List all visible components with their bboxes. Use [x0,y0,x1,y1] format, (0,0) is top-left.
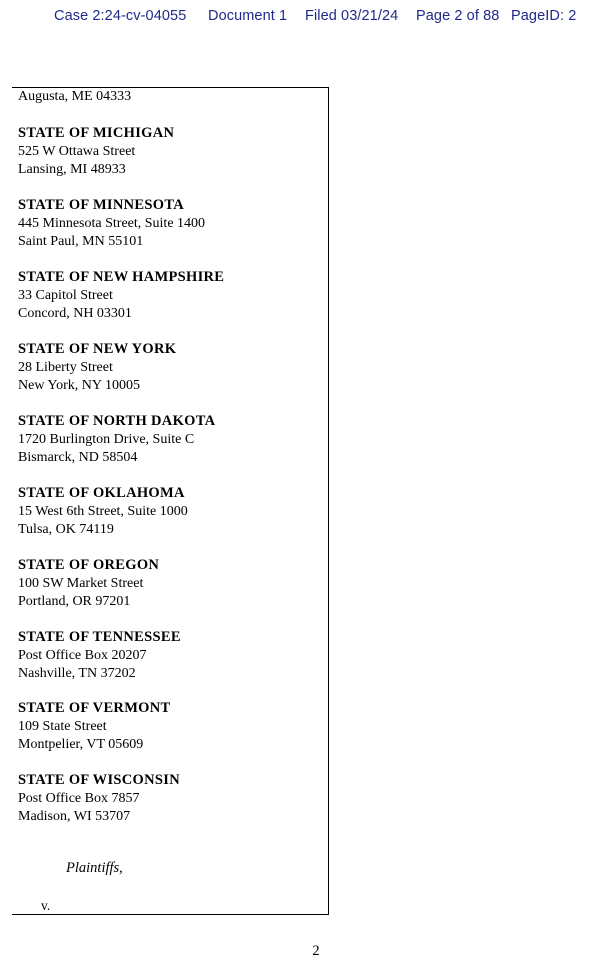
address-line: Lansing, MI 48933 [18,162,126,177]
party-name: STATE OF WISCONSIN [18,772,180,788]
party-block [18,628,181,683]
address-line: Nashville, TN 37202 [18,666,136,681]
party-name: STATE OF NEW HAMPSHIRE [18,269,225,285]
party-name: STATE OF VERMONT [18,700,171,716]
party-block [18,340,176,395]
address-line: 525 W Ottawa Street [18,144,136,159]
page-number: 2 [312,943,320,959]
party-block [18,484,188,539]
party-name: STATE OF OREGON [18,557,160,573]
address-line: New York, NY 10005 [18,378,140,393]
address-line: Augusta, ME 04333 [18,89,132,104]
address-line: 109 State Street [18,719,107,734]
party-block [18,771,180,826]
plaintiffs-label: Plaintiffs, [66,860,123,876]
address-line: Saint Paul, MN 55101 [18,234,144,249]
party-block [18,196,205,251]
party-name: STATE OF TENNESSEE [18,629,181,645]
party-name: STATE OF OKLAHOMA [18,485,185,501]
party-block [18,124,174,179]
address-line: 28 Liberty Street [18,360,113,375]
party-name: STATE OF NEW YORK [18,341,177,357]
address-line: Post Office Box 20207 [18,648,147,663]
party-block [18,556,159,611]
address-line: Madison, WI 53707 [18,809,131,824]
party-name: STATE OF MICHIGAN [18,125,175,141]
party-block [18,268,224,323]
party-name: STATE OF NORTH DAKOTA [18,413,216,429]
address-line: Concord, NH 03301 [18,306,132,321]
address-line: Post Office Box 7857 [18,791,140,806]
party-block [18,699,171,754]
filed-date: Filed 03/21/24 [305,8,399,24]
address-line: 445 Minnesota Street, Suite 1400 [18,216,206,231]
page-id: PageID: 2 [511,8,577,24]
address-line: Bismarck, ND 58504 [18,450,138,465]
page-count: Page 2 of 88 [416,8,500,24]
address-line: Portland, OR 97201 [18,594,131,609]
party-name: STATE OF MINNESOTA [18,197,184,213]
address-line: Montpelier, VT 05609 [18,737,144,752]
address-line: 33 Capitol Street [18,288,113,303]
case-number: Case 2:24-cv-04055 [54,8,187,24]
versus-label: v. [41,898,51,913]
address-line: Tulsa, OK 74119 [18,522,114,537]
address-line: 1720 Burlington Drive, Suite C [18,432,195,447]
document-number: Document 1 [208,8,288,24]
party-block [18,412,215,467]
address-line: 15 West 6th Street, Suite 1000 [18,504,188,519]
address-line: 100 SW Market Street [18,576,144,591]
